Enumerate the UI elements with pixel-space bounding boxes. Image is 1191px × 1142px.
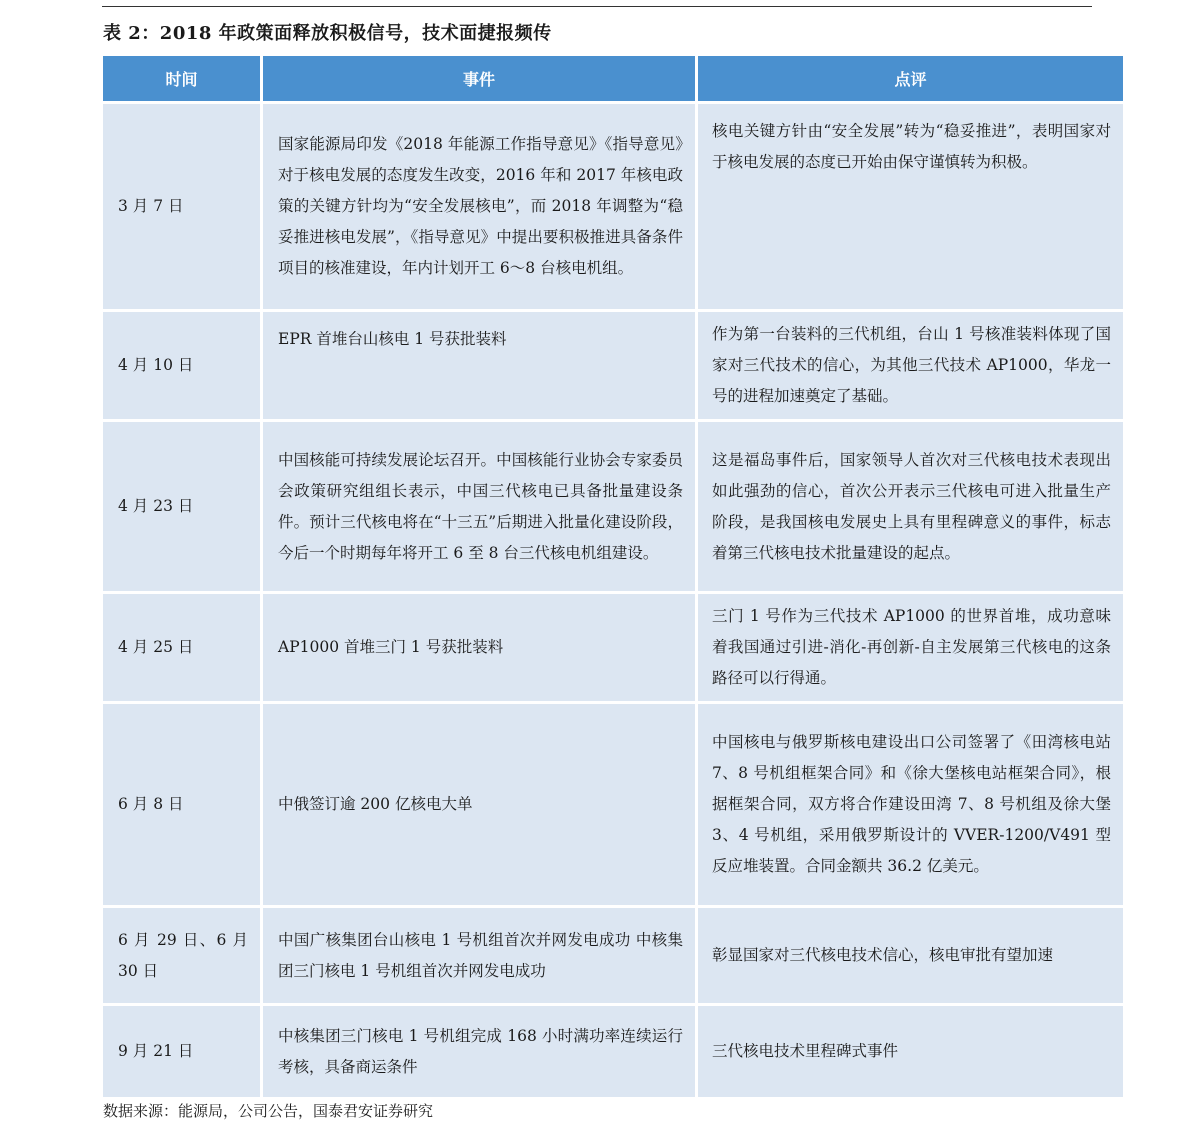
row-event: 中国核能可持续发展论坛召开。中国核能行业协会专家委员会政策研究组组长表示，中国三代核电已具备批量建设条件。预计三代核电将在“十三五”后期进入批量化建设阶段，今后一个时期每年将开工 6 至 8 台三代核电机组建设。	[263, 422, 698, 594]
row-event: 中核集团三门核电 1 号机组完成 168 小时满功率连续运行考核，具备商运条件	[263, 1006, 698, 1100]
header-date: 时间	[103, 56, 263, 104]
header-comment: 点评	[698, 56, 1123, 104]
row-event: 中俄签订逾 200 亿核电大单	[263, 704, 698, 908]
row-comment: 三代核电技术里程碑式事件	[698, 1006, 1123, 1100]
table-row	[103, 704, 1123, 908]
row-date: 4 月 10 日	[103, 312, 263, 422]
row-comment: 作为第一台装料的三代机组，台山 1 号核准装料体现了国家对三代技术的信心，为其他三代技术 AP1000，华龙一号的进程加速奠定了基础。	[698, 312, 1123, 422]
row-date: 4 月 25 日	[103, 594, 263, 704]
row-event: 国家能源局印发《2018 年能源工作指导意见》《指导意见》对于核电发展的态度发生改变，2016 年和 2017 年核电政策的关键方针均为“安全发展核电”，而 2018 年调整为“稳妥推进核电发展”，《指导意见》中提出要积极推进具备条件项目的核准建设，年内计划开工 6～8 台核电机组。	[263, 104, 698, 312]
row-date: 6 月 29 日、6 月 30 日	[103, 908, 263, 1006]
row-event: 中国广核集团台山核电 1 号机组首次并网发电成功 中核集团三门核电 1 号机组首次并网发电成功	[263, 908, 698, 1006]
table-row	[103, 908, 1123, 1006]
data-source-note: 数据来源：能源局，公司公告，国泰君安证券研究	[103, 1102, 434, 1120]
header-event: 事件	[263, 56, 698, 104]
row-comment: 三门 1 号作为三代技术 AP1000 的世界首堆，成功意味着我国通过引进-消化-再创新-自主发展第三代核电的这条路径可以行得通。	[698, 594, 1123, 704]
events-table	[103, 56, 1123, 1100]
table-row	[103, 312, 1123, 422]
table-row	[103, 422, 1123, 594]
row-event: AP1000 首堆三门 1 号获批装料	[263, 594, 698, 704]
table-row	[103, 1006, 1123, 1100]
row-date: 4 月 23 日	[103, 422, 263, 594]
table-row	[103, 594, 1123, 704]
row-date: 3 月 7 日	[103, 104, 263, 312]
row-comment: 中国核电与俄罗斯核电建设出口公司签署了《田湾核电站 7、8 号机组框架合同》和《徐大堡核电站框架合同》，根据框架合同，双方将合作建设田湾 7、8 号机组及徐大堡 3、4 号机组，采用俄罗斯设计的 VVER-1200/V491 型反应堆装置。合同金额共 36.2 亿美元。	[698, 704, 1123, 908]
row-event: EPR 首堆台山核电 1 号获批装料	[263, 312, 698, 422]
row-date: 6 月 8 日	[103, 704, 263, 908]
table-header-row	[103, 56, 1123, 104]
top-rule	[102, 6, 1092, 7]
row-comment: 这是福岛事件后，国家领导人首次对三代核电技术表现出如此强劲的信心，首次公开表示三代核电可进入批量生产阶段，是我国核电发展史上具有里程碑意义的事件，标志着第三代核电技术批量建设的起点。	[698, 422, 1123, 594]
row-comment: 彰显国家对三代核电技术信心，核电审批有望加速	[698, 908, 1123, 1006]
table-row	[103, 104, 1123, 312]
row-comment: 核电关键方针由“安全发展”转为“稳妥推进”，表明国家对于核电发展的态度已开始由保守谨慎转为积极。	[698, 104, 1123, 312]
table-caption: 表 2：2018 年政策面释放积极信号，技术面捷报频传	[103, 23, 552, 44]
row-date: 9 月 21 日	[103, 1006, 263, 1100]
